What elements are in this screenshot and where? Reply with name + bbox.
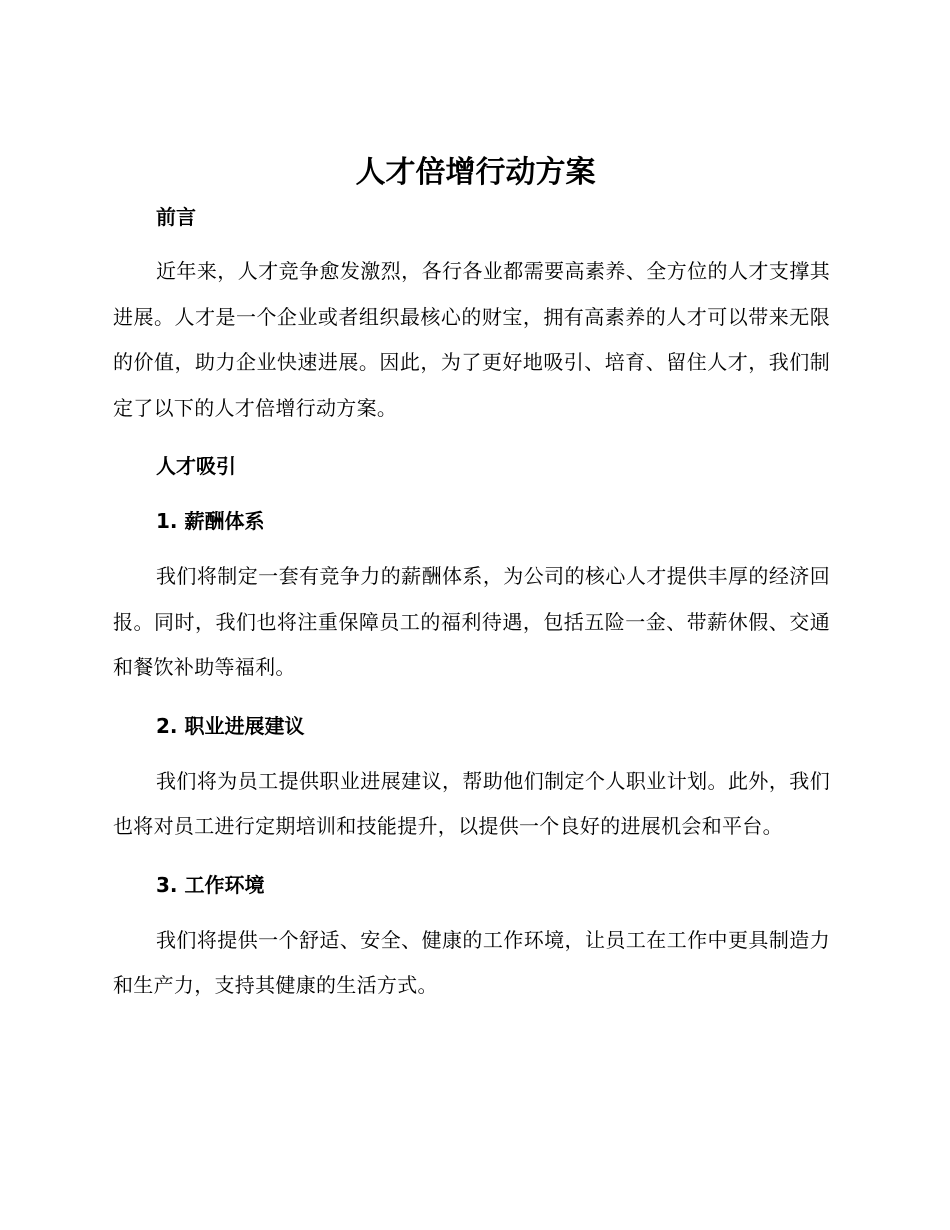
paragraph-preface: 近年来，人才竞争愈发激烈，各行各业都需要高素养、全方位的人才支撑其进展。人才是一个企业或者组织最核心的财宝，拥有高素养的人才可以带来无限的价值，助力企业快速进展。因此，为了更好地吸引、培育、留住人才，我们制定了以下的人才倍增行动方案。 [113,259,830,420]
subsection-heading-salary: 1. 薪酬体系 [156,509,265,533]
paragraph-environment: 我们将提供一个舒适、安全、健康的工作环境，让员工在工作中更具制造力和生产力，支持其健康的生活方式。 [113,927,830,997]
document-title: 人才倍增行动方案 [355,155,596,190]
section-heading-talent-attraction: 人才吸引 [156,454,236,478]
paragraph-salary: 我们将制定一套有竞争力的薪酬体系，为公司的核心人才提供丰厚的经济回报。同时，我们也将注重保障员工的福利待遇，包括五险一金、带薪休假、交通和餐饮补助等福利。 [113,564,830,679]
paragraph-career: 我们将为员工提供职业进展建议，帮助他们制定个人职业计划。此外，我们也将对员工进行定期培训和技能提升，以提供一个良好的进展机会和平台。 [113,768,830,838]
subsection-heading-career: 2. 职业进展建议 [156,713,305,738]
section-heading-preface: 前言 [156,205,196,229]
subsection-heading-environment: 3. 工作环境 [156,872,265,897]
